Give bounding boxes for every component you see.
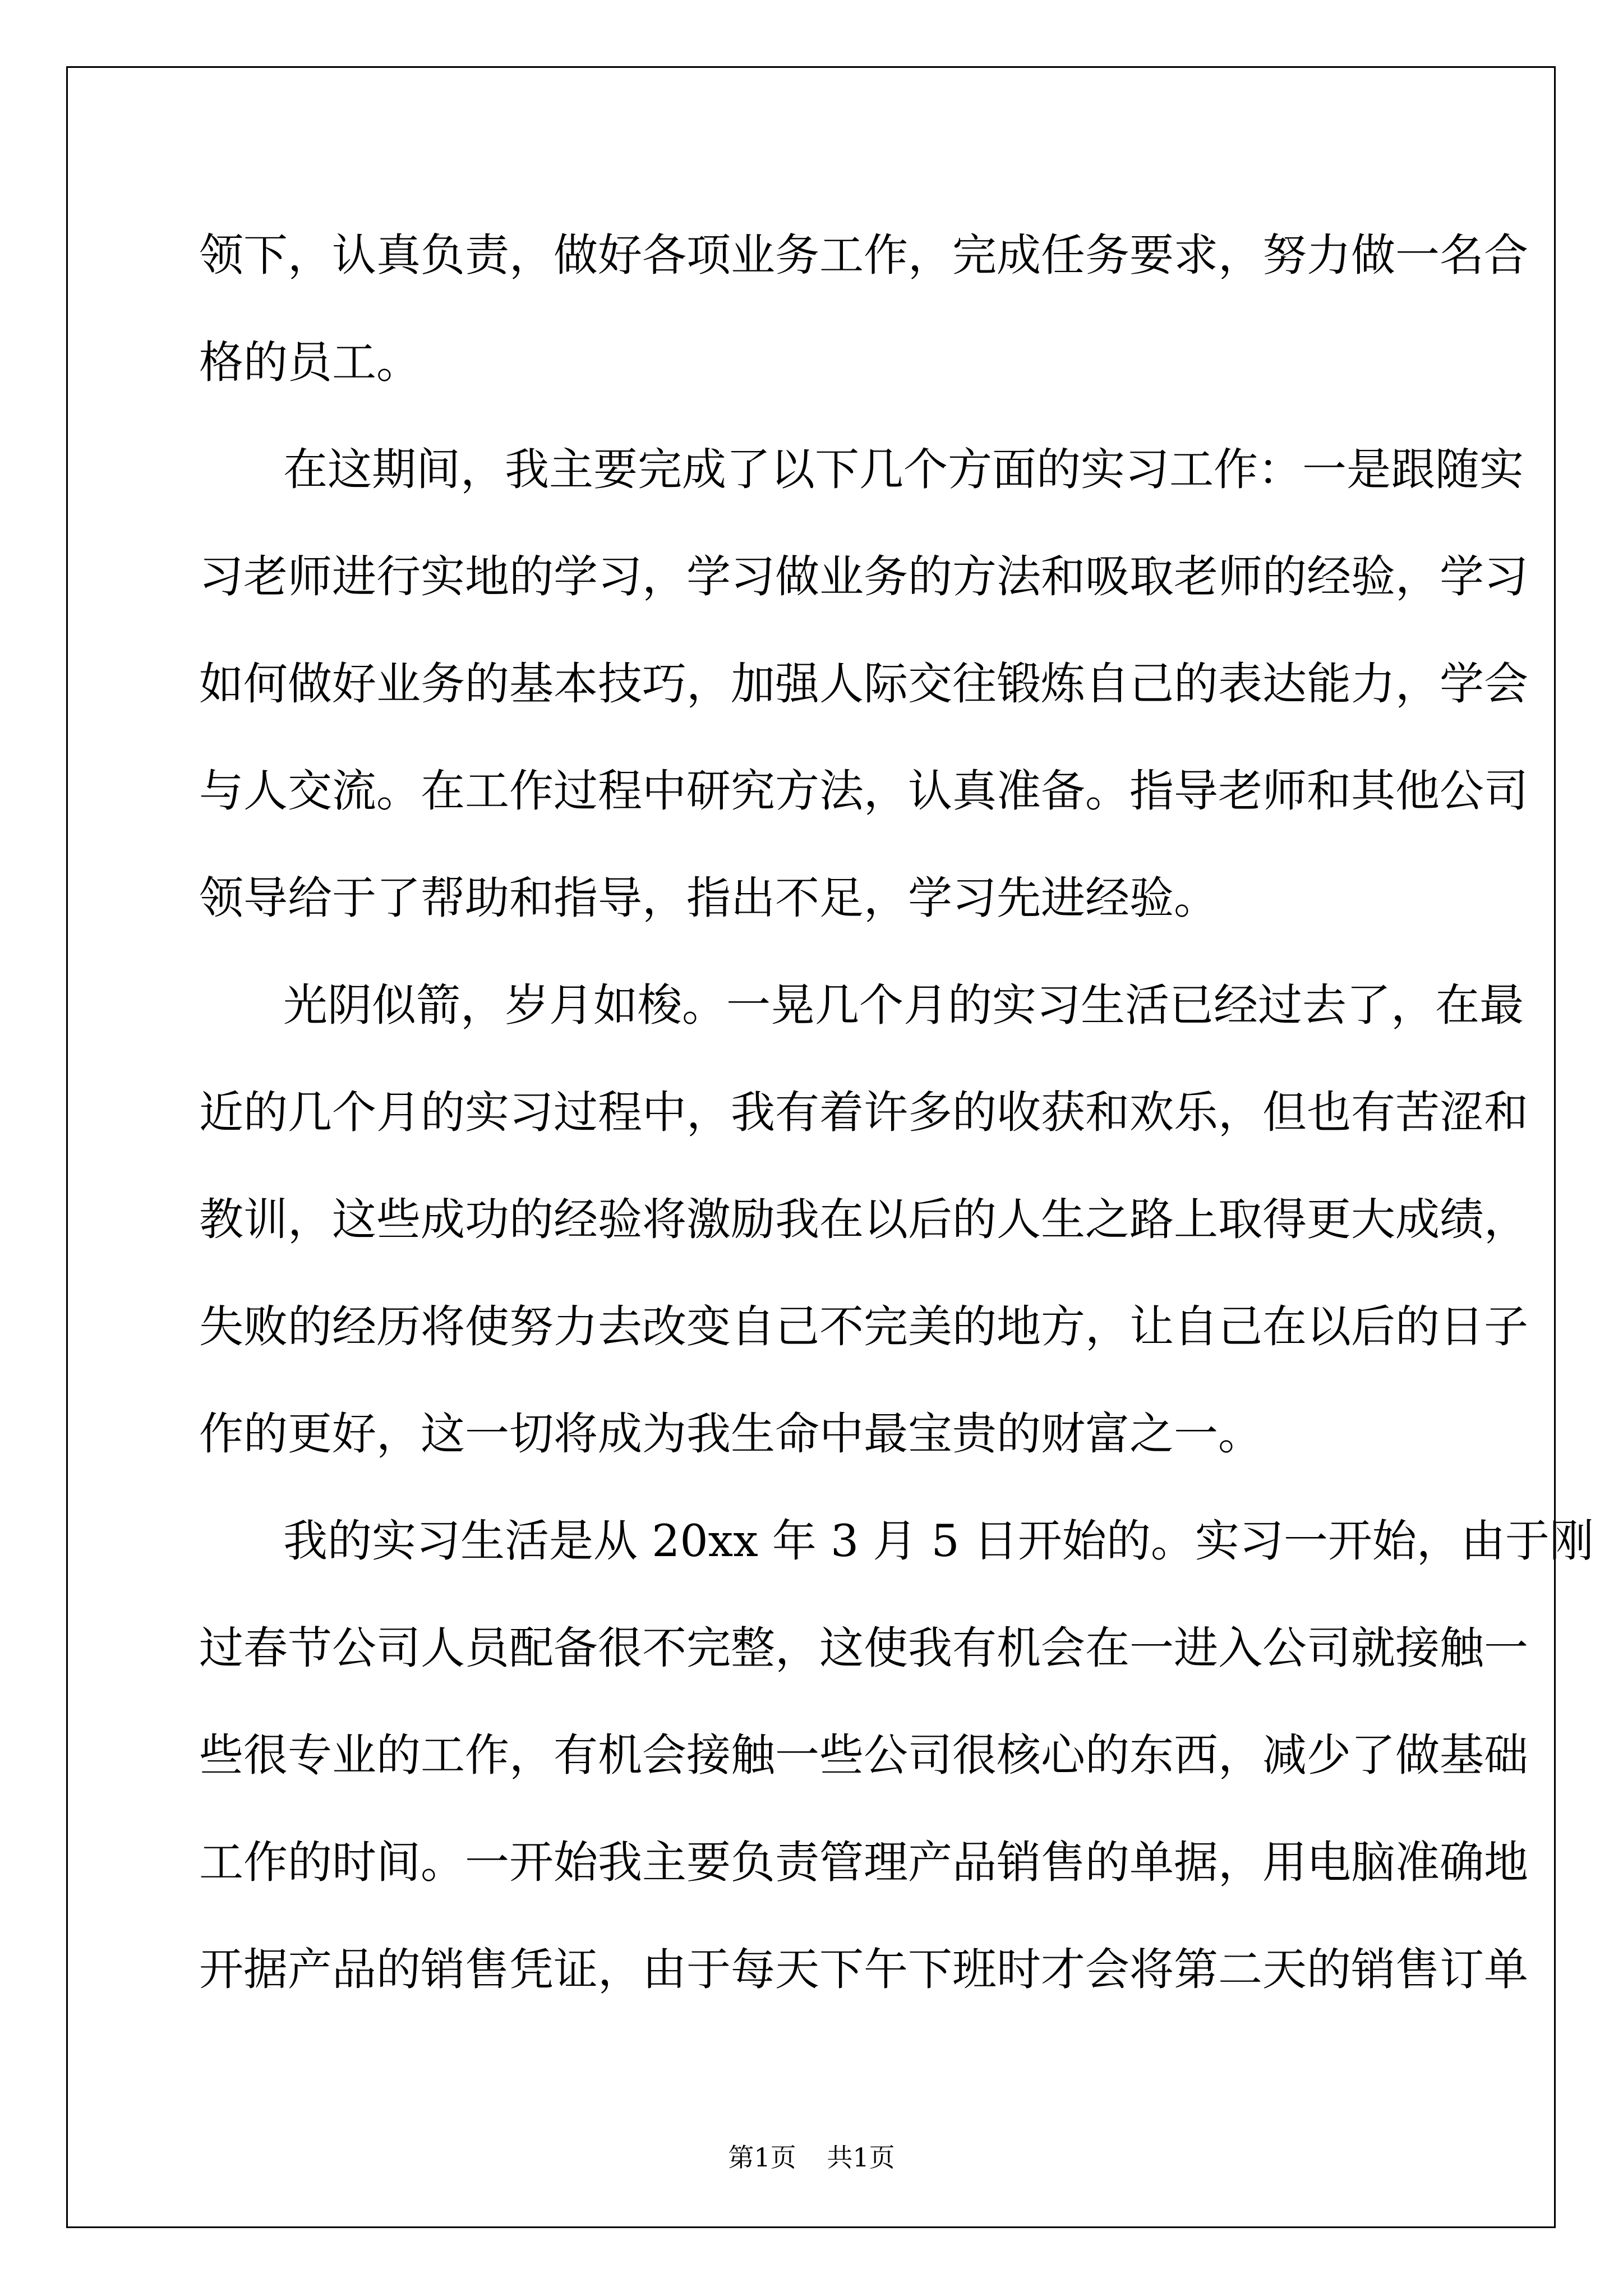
paragraph-1-line-2: 格的员工。 <box>199 337 421 388</box>
paragraph-3-line-3: 教训，这些成功的经验将激励我在以后的人生之路上取得更大成绩， <box>199 1194 1528 1245</box>
paragraph-3-line-4: 失败的经历将使努力去改变自己不完美的地方，让自己在以后的日子 <box>199 1301 1528 1352</box>
paragraph-2-line-5: 领导给于了帮助和指导，指出不足，学习先进经验。 <box>199 872 1218 924</box>
paragraph-4-line-2: 过春节公司人员配备很不完整，这使我有机会在一进入公司就接触一 <box>199 1622 1528 1674</box>
paragraph-3-line-5: 作的更好，这一切将成为我生命中最宝贵的财富之一。 <box>199 1408 1262 1460</box>
page-total: 共1页 <box>827 2142 895 2173</box>
paragraph-1-line-1: 领下，认真负责，做好各项业务工作，完成任务要求，努力做一名合 <box>199 229 1528 281</box>
paragraph-4-line-3: 些很专业的工作，有机会接触一些公司很核心的东西，减少了做基础 <box>199 1729 1528 1781</box>
paragraph-4-line-1: 我的实习生活是从 20xx 年 3 月 5 日开始的。实习一开始，由于刚 <box>283 1515 1594 1567</box>
paragraph-3-line-2: 近的几个月的实习过程中，我有着许多的收获和欢乐，但也有苦涩和 <box>199 1087 1528 1138</box>
paragraph-4-line-5: 开据产品的销售凭证，由于每天下午下班时才会将第二天的销售订单 <box>199 1944 1528 1995</box>
paragraph-2-line-1: 在这期间，我主要完成了以下几个方面的实习工作：一是跟随实 <box>283 444 1524 495</box>
paragraph-4-line-4: 工作的时间。一开始我主要负责管理产品销售的单据，用电脑准确地 <box>199 1837 1528 1888</box>
paragraph-3-line-1: 光阴似箭，岁月如梭。一晃几个月的实习生活已经过去了，在最 <box>283 979 1524 1031</box>
paragraph-2-line-4: 与人交流。在工作过程中研究方法，认真准备。指导老师和其他公司 <box>199 765 1528 817</box>
paragraph-2-line-3: 如何做好业务的基本技巧，加强人际交往锻炼自己的表达能力，学会 <box>199 658 1528 710</box>
page-footer <box>0 2137 1623 2174</box>
paragraph-2-line-2: 习老师进行实地的学习，学习做业务的方法和吸取老师的经验，学习 <box>199 551 1528 602</box>
page-number: 第1页 <box>728 2142 796 2173</box>
document-body <box>199 202 1594 2023</box>
